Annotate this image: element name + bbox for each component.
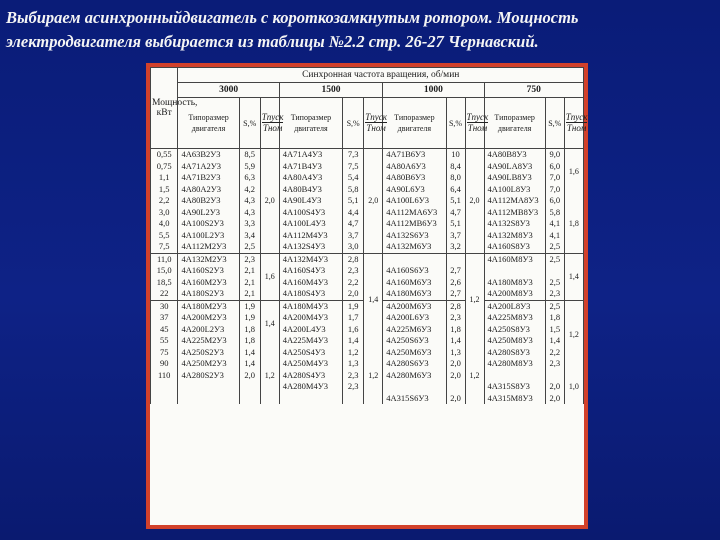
motor-type-cell: 4А71В2У3 xyxy=(178,172,239,184)
slip-cell: 4,2 xyxy=(239,184,260,196)
slip-cell: 2,0 xyxy=(343,288,364,300)
slide-heading xyxy=(6,6,720,54)
motor-type-cell xyxy=(178,393,239,405)
motor-type-cell: 4А200L4У3 xyxy=(279,324,342,336)
slip-cell: 1,8 xyxy=(239,324,260,336)
motor-type-cell: 4А200М4У3 xyxy=(279,312,342,324)
motor-type-cell: 4А250S2У3 xyxy=(178,347,239,359)
motor-type-cell xyxy=(178,381,239,393)
slip-cell: 1,3 xyxy=(446,347,465,359)
torque-ratio-header xyxy=(364,98,387,149)
ratio-top: Tпуск xyxy=(261,112,284,122)
slip-cell: 8,0 xyxy=(446,172,465,184)
slip-cell: 9,0 xyxy=(545,149,564,161)
motor-type-cell: 4А160М8У3 xyxy=(484,253,545,265)
motor-type-cell xyxy=(383,381,446,393)
motor-type-cell: 4А315М8У3 xyxy=(484,393,545,405)
motor-type-cell: 4А132М6У3 xyxy=(383,241,446,253)
slip-cell: 5,1 xyxy=(446,195,465,207)
motor-type-cell: 4А100L4У3 xyxy=(279,218,342,230)
slip-cell: 3,7 xyxy=(343,230,364,242)
motor-type-cell: 4А180S2У3 xyxy=(178,288,239,300)
slip-cell: 4,3 xyxy=(239,207,260,219)
speed-1000: 1000 xyxy=(383,83,484,98)
slip-cell: 2,3 xyxy=(545,288,564,300)
slip-cell: 1,6 xyxy=(343,324,364,336)
motor-type-cell: 4А132М4У3 xyxy=(279,253,342,265)
motor-type-cell: 4А100S2У3 xyxy=(178,218,239,230)
power-cell: 15,0 xyxy=(151,265,178,277)
torque-ratio-cell: 1,2 xyxy=(465,253,484,347)
torque-ratio-cell: 1,4 xyxy=(260,300,279,347)
slip-cell: 1,8 xyxy=(239,335,260,347)
slip-cell: 1,8 xyxy=(545,312,564,324)
power-cell: 30 xyxy=(151,300,178,312)
slip-cell xyxy=(239,381,260,393)
slip-cell: 2,3 xyxy=(343,370,364,382)
motor-type-cell: 4А160S8У3 xyxy=(484,241,545,253)
slip-cell: 1,2 xyxy=(343,347,364,359)
ratio-bottom: Tном xyxy=(366,123,386,133)
motor-type-cell: 4А112МВ8У3 xyxy=(484,207,545,219)
table-row xyxy=(151,149,584,161)
power-cell: 1,1 xyxy=(151,172,178,184)
slip-cell: 2,1 xyxy=(239,265,260,277)
type-size-header: Типоразмер двигателя xyxy=(484,98,545,149)
table-frame xyxy=(146,63,588,529)
slip-cell: 2,1 xyxy=(239,288,260,300)
motor-type-cell: 4А315S6У3 xyxy=(383,393,446,405)
slip-cell: 2,5 xyxy=(545,277,564,289)
speed-3000: 3000 xyxy=(178,83,279,98)
motor-type-cell: 4А280S4У3 xyxy=(279,370,342,382)
motor-type-cell: 4А250М8У3 xyxy=(484,335,545,347)
motor-type-cell: 4А180М2У3 xyxy=(178,300,239,312)
slip-cell: 4,1 xyxy=(545,218,564,230)
torque-ratio-header xyxy=(260,98,284,149)
motor-selection-table xyxy=(150,67,588,404)
slip-header: S,% xyxy=(545,98,564,149)
slip-cell: 2,0 xyxy=(545,393,564,405)
table-row xyxy=(151,253,584,265)
power-cell: 5,5 xyxy=(151,230,178,242)
motor-type-cell: 4А280S6У3 xyxy=(383,358,446,370)
type-size-header: Типоразмер двигателя xyxy=(178,98,239,149)
slip-cell: 2,2 xyxy=(343,277,364,289)
slip-header: S,% xyxy=(343,98,364,149)
torque-ratio-cell: 1,8 xyxy=(564,195,583,253)
torque-ratio-cell: 1,2 xyxy=(564,300,583,370)
slip-cell: 3,7 xyxy=(446,230,465,242)
motor-type-cell: 4А90L4У3 xyxy=(279,195,342,207)
slip-cell xyxy=(446,253,465,265)
power-cell: 37 xyxy=(151,312,178,324)
torque-ratio-cell: 1,0 xyxy=(564,370,583,405)
scanned-table xyxy=(150,67,588,525)
motor-type-cell: 4А112МА6У3 xyxy=(383,207,446,219)
slip-cell: 1,7 xyxy=(343,312,364,324)
ratio-top: Tпуск xyxy=(466,112,489,122)
sync-speed-header: Синхронная частота вращения, об/мин xyxy=(178,68,584,83)
motor-type-cell: 4А90L6У3 xyxy=(383,184,446,196)
power-cell: 18,5 xyxy=(151,277,178,289)
slip-cell: 7,0 xyxy=(545,172,564,184)
slip-cell: 5,8 xyxy=(343,184,364,196)
motor-type-cell: 4А80В6У3 xyxy=(383,172,446,184)
slip-cell: 2,5 xyxy=(545,241,564,253)
motor-type-cell: 4А280М4У3 xyxy=(279,381,342,393)
motor-type-cell: 4А200L6У3 xyxy=(383,312,446,324)
power-cell: 0,55 xyxy=(151,149,178,161)
motor-type-cell: 4А80В2У3 xyxy=(178,195,239,207)
slip-cell: 8,4 xyxy=(446,161,465,173)
motor-type-cell: 4А160S2У3 xyxy=(178,265,239,277)
slip-cell: 1,4 xyxy=(343,335,364,347)
motor-type-cell: 4А200М8У3 xyxy=(484,288,545,300)
slip-cell: 2,3 xyxy=(343,381,364,393)
slip-cell: 5,1 xyxy=(446,218,465,230)
power-cell: 75 xyxy=(151,347,178,359)
motor-type-cell: 4А100L6У3 xyxy=(383,195,446,207)
slip-cell: 2,2 xyxy=(545,347,564,359)
slip-cell: 2,6 xyxy=(446,277,465,289)
torque-ratio-cell: 1,6 xyxy=(260,253,279,300)
slip-cell: 2,8 xyxy=(343,253,364,265)
motor-type-cell: 4А225М6У3 xyxy=(383,324,446,336)
motor-type-cell: 4А200М6У3 xyxy=(383,300,446,312)
motor-type-cell: 4А225М8У3 xyxy=(484,312,545,324)
motor-type-cell: 4А132М2У3 xyxy=(178,253,239,265)
motor-type-cell: 4А160М6У3 xyxy=(383,277,446,289)
motor-type-cell: 4А250М4У3 xyxy=(279,358,342,370)
torque-ratio-cell: 1,2 xyxy=(465,347,484,405)
motor-type-cell: 4А132S8У3 xyxy=(484,218,545,230)
motor-type-cell: 4А180М4У3 xyxy=(279,300,342,312)
slip-cell: 10 xyxy=(446,149,465,161)
slip-cell: 2,5 xyxy=(545,253,564,265)
motor-type-cell: 4А180S4У3 xyxy=(279,288,342,300)
torque-ratio-cell: 2,0 xyxy=(260,149,279,254)
motor-type-cell: 4А100L2У3 xyxy=(178,230,239,242)
motor-type-cell: 4А100S4У3 xyxy=(279,207,342,219)
power-cell: 4,0 xyxy=(151,218,178,230)
motor-type-cell: 4А71В4У3 xyxy=(279,161,342,173)
slip-cell: 2,3 xyxy=(239,253,260,265)
slip-cell: 2,0 xyxy=(239,370,260,382)
slip-cell: 1,8 xyxy=(446,324,465,336)
motor-type-cell: 4А160S4У3 xyxy=(279,265,342,277)
slip-cell: 7,5 xyxy=(343,161,364,173)
power-cell: 2,2 xyxy=(151,195,178,207)
slip-cell: 3,0 xyxy=(343,241,364,253)
slip-cell: 6,3 xyxy=(239,172,260,184)
power-cell: 11,0 xyxy=(151,253,178,265)
power-cell: 90 xyxy=(151,358,178,370)
speed-1500: 1500 xyxy=(279,83,382,98)
motor-type-cell: 4А225М2У3 xyxy=(178,335,239,347)
motor-type-cell: 4А200L8У3 xyxy=(484,300,545,312)
slip-cell: 8,5 xyxy=(239,149,260,161)
slip-cell xyxy=(343,393,364,405)
motor-type-cell: 4А132М8У3 xyxy=(484,230,545,242)
heading-line-1: Выбираем асинхронныйдвигатель с короткозамкнутым ротором. Мощность xyxy=(6,8,579,27)
slip-cell: 1,9 xyxy=(239,312,260,324)
slip-cell: 1,3 xyxy=(343,358,364,370)
motor-type-cell xyxy=(383,253,446,265)
slip-cell: 4,7 xyxy=(446,207,465,219)
motor-type-cell: 4А160S6У3 xyxy=(383,265,446,277)
slip-cell: 1,4 xyxy=(446,335,465,347)
motor-type-cell: 4А280М6У3 xyxy=(383,370,446,382)
torque-ratio-cell: 1,4 xyxy=(364,253,383,347)
motor-type-cell: 4А112М2У3 xyxy=(178,241,239,253)
slip-cell: 4,7 xyxy=(343,218,364,230)
table-row xyxy=(151,347,584,359)
slip-cell xyxy=(545,265,564,277)
slip-cell: 1,4 xyxy=(239,347,260,359)
motor-type-cell: 4А71А4У3 xyxy=(279,149,342,161)
slip-cell: 1,9 xyxy=(343,300,364,312)
slip-cell: 3,3 xyxy=(239,218,260,230)
motor-type-cell: 4А90LВ8У3 xyxy=(484,172,545,184)
motor-type-cell: 4А200L2У3 xyxy=(178,324,239,336)
motor-type-cell: 4А112М4У3 xyxy=(279,230,342,242)
motor-type-cell: 4А100L8У3 xyxy=(484,184,545,196)
motor-type-cell: 4А71А2У3 xyxy=(178,161,239,173)
slip-cell: 4,1 xyxy=(545,230,564,242)
motor-type-cell: 4А200М2У3 xyxy=(178,312,239,324)
type-size-header: Типоразмер двигателя xyxy=(383,98,446,149)
motor-type-cell: 4А280S8У3 xyxy=(484,347,545,359)
slip-cell: 2,1 xyxy=(239,277,260,289)
torque-ratio-cell: 1,2 xyxy=(260,347,279,405)
power-cell xyxy=(151,393,178,405)
slip-cell: 2,3 xyxy=(545,358,564,370)
motor-type-cell: 4А80А6У3 xyxy=(383,161,446,173)
motor-type-cell: 4А80В8У3 xyxy=(484,149,545,161)
motor-type-cell xyxy=(484,370,545,382)
torque-ratio-cell: 1,2 xyxy=(364,347,383,405)
motor-type-cell: 4А315S8У3 xyxy=(484,381,545,393)
slip-cell: 7,0 xyxy=(545,184,564,196)
power-cell: 3,0 xyxy=(151,207,178,219)
slip-cell: 2,0 xyxy=(446,358,465,370)
motor-type-cell: 4А250М6У3 xyxy=(383,347,446,359)
slip-cell: 4,3 xyxy=(239,195,260,207)
motor-type-cell: 4А160М2У3 xyxy=(178,277,239,289)
motor-type-cell: 4А80В4У3 xyxy=(279,184,342,196)
slip-cell: 5,8 xyxy=(545,207,564,219)
heading-line-2: электродвигателя выбирается из таблицы №2.2 стр. 26-27 Чернавский. xyxy=(6,32,539,51)
slip-cell: 2,5 xyxy=(545,300,564,312)
torque-ratio-header xyxy=(564,98,588,149)
power-cell: 22 xyxy=(151,288,178,300)
slip-cell: 2,0 xyxy=(446,370,465,382)
slip-header: S,% xyxy=(446,98,465,149)
ratio-bottom: Tном xyxy=(467,123,488,133)
slip-cell: 5,9 xyxy=(239,161,260,173)
torque-ratio-cell: 2,0 xyxy=(465,149,484,254)
motor-type-cell: 4А112МА8У3 xyxy=(484,195,545,207)
torque-ratio-cell: 2,0 xyxy=(364,149,383,254)
motor-type-cell: 4А180М8У3 xyxy=(484,277,545,289)
motor-type-cell: 4А160М4У3 xyxy=(279,277,342,289)
motor-type-cell xyxy=(484,265,545,277)
slip-header: S,% xyxy=(239,98,260,149)
power-cell xyxy=(151,381,178,393)
slip-cell xyxy=(545,370,564,382)
motor-type-cell: 4А90LА8У3 xyxy=(484,161,545,173)
motor-type-cell: 4А250S6У3 xyxy=(383,335,446,347)
motor-type-cell: 4А63В2У3 xyxy=(178,149,239,161)
motor-type-cell: 4А80А4У3 xyxy=(279,172,342,184)
ratio-bottom: Tном xyxy=(262,123,283,133)
motor-type-cell: 4А280М8У3 xyxy=(484,358,545,370)
slip-cell: 3,4 xyxy=(239,230,260,242)
slip-cell: 7,3 xyxy=(343,149,364,161)
motor-type-cell: 4А280S2У3 xyxy=(178,370,239,382)
torque-ratio-cell: 1,6 xyxy=(564,149,583,196)
torque-ratio-header xyxy=(465,98,489,149)
slip-cell: 5,1 xyxy=(343,195,364,207)
motor-type-cell: 4А90L2У3 xyxy=(178,207,239,219)
slip-cell: 4,4 xyxy=(343,207,364,219)
slip-cell: 6,0 xyxy=(545,161,564,173)
motor-type-cell: 4А250S8У3 xyxy=(484,324,545,336)
power-cell: 7,5 xyxy=(151,241,178,253)
slip-cell: 2,3 xyxy=(446,312,465,324)
power-header: Мощность, кВт xyxy=(151,68,178,149)
slip-cell: 1,4 xyxy=(545,335,564,347)
slip-cell: 1,9 xyxy=(239,300,260,312)
motor-type-cell: 4А80А2У3 xyxy=(178,184,239,196)
slip-cell: 2,7 xyxy=(446,265,465,277)
motor-type-cell: 4А225М4У3 xyxy=(279,335,342,347)
slip-cell: 2,0 xyxy=(446,393,465,405)
motor-type-cell: 4А132S6У3 xyxy=(383,230,446,242)
slip-cell: 3,2 xyxy=(446,241,465,253)
slip-cell: 2,3 xyxy=(343,265,364,277)
type-size-header: Типоразмер двигателя xyxy=(279,98,342,149)
motor-type-cell: 4А132S4У3 xyxy=(279,241,342,253)
ratio-top: Tпуск xyxy=(365,112,387,122)
slip-cell: 6,4 xyxy=(446,184,465,196)
speed-750: 750 xyxy=(484,83,583,98)
power-cell: 1,5 xyxy=(151,184,178,196)
motor-type-cell: 4А112МВ6У3 xyxy=(383,218,446,230)
slip-cell: 2,7 xyxy=(446,288,465,300)
torque-ratio-cell: 1,4 xyxy=(564,253,583,300)
slip-cell: 1,4 xyxy=(239,358,260,370)
power-cell: 110 xyxy=(151,370,178,382)
slip-cell xyxy=(446,381,465,393)
power-cell: 45 xyxy=(151,324,178,336)
slip-cell: 2,0 xyxy=(545,381,564,393)
slip-cell: 6,0 xyxy=(545,195,564,207)
slip-cell: 5,4 xyxy=(343,172,364,184)
motor-type-cell: 4А71В6У3 xyxy=(383,149,446,161)
slip-cell: 1,5 xyxy=(545,324,564,336)
motor-type-cell: 4А250М2У3 xyxy=(178,358,239,370)
motor-type-cell: 4А180М6У3 xyxy=(383,288,446,300)
ratio-bottom: Tном xyxy=(566,123,587,133)
ratio-top: Tпуск xyxy=(565,112,588,122)
power-cell: 0,75 xyxy=(151,161,178,173)
motor-type-cell: 4А250S4У3 xyxy=(279,347,342,359)
slip-cell: 2,5 xyxy=(239,241,260,253)
power-cell: 55 xyxy=(151,335,178,347)
motor-type-cell xyxy=(279,393,342,405)
slip-cell xyxy=(239,393,260,405)
slip-cell: 2,8 xyxy=(446,300,465,312)
